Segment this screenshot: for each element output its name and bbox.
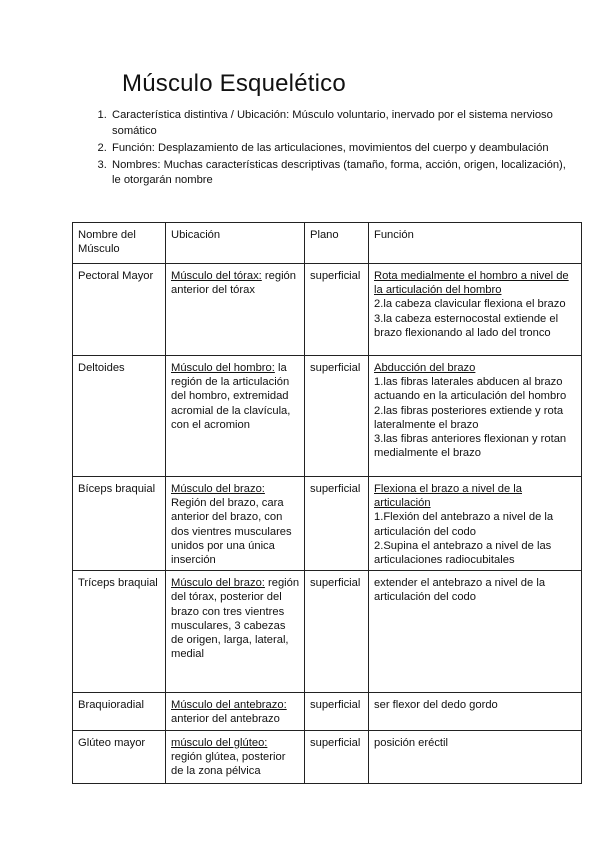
muscle-plane: superficial bbox=[305, 264, 369, 356]
table-row bbox=[73, 730, 582, 783]
table-row bbox=[73, 356, 582, 477]
function-heading: Flexiona el brazo a nivel de la articulación bbox=[374, 483, 523, 510]
table-row bbox=[73, 571, 582, 693]
function-line: 2.Supina el antebrazo a nivel de las articulaciones radiocubitales bbox=[374, 539, 552, 567]
muscle-location bbox=[166, 730, 305, 783]
muscle-function bbox=[369, 264, 582, 356]
muscle-plane: superficial bbox=[305, 730, 369, 783]
muscle-plane: superficial bbox=[305, 571, 369, 693]
header-cell-function: Función bbox=[369, 223, 582, 264]
location-heading: Músculo del brazo: bbox=[171, 483, 265, 495]
function-line: 3.la cabeza esternocostal extiende el brazo flexionando al lado del tronco bbox=[374, 312, 559, 339]
muscle-location bbox=[166, 356, 305, 477]
muscle-name: Deltoides bbox=[73, 356, 166, 477]
location-heading: Músculo del brazo: bbox=[171, 577, 265, 590]
function-line: 2.las fibras posteriores extiende y rota lateralmente el brazo bbox=[374, 404, 564, 431]
function-line: ser flexor del dedo gordo bbox=[374, 699, 498, 712]
page-title: Músculo Esquelético bbox=[122, 70, 346, 97]
location-heading: músculo del glúteo: bbox=[171, 736, 268, 749]
header-cell-location: Ubicación bbox=[166, 223, 305, 264]
function-heading: Rota medialmente el hombro a nivel de la articulación del hombro bbox=[374, 270, 569, 297]
muscle-plane: superficial bbox=[305, 477, 369, 571]
location-text: Región del brazo, cara anterior del brazo, con dos vientres musculares unidos por una única inserción bbox=[171, 497, 292, 567]
table-header-row bbox=[73, 223, 582, 264]
location-text: región anterior del tórax bbox=[171, 270, 297, 297]
muscle-location bbox=[166, 693, 305, 730]
function-line: 2.la cabeza clavicular flexiona el brazo bbox=[374, 298, 566, 311]
muscle-name: Bíceps braquial bbox=[73, 477, 166, 571]
muscle-function bbox=[369, 730, 582, 783]
muscle-name: Pectoral Mayor bbox=[73, 264, 166, 356]
muscle-location bbox=[166, 477, 305, 571]
muscle-plane: superficial bbox=[305, 356, 369, 477]
table-row bbox=[73, 264, 582, 356]
location-heading: Músculo del hombro: bbox=[171, 362, 275, 374]
header-cell-name: Nombre del Músculo bbox=[73, 223, 166, 264]
location-heading: Músculo del antebrazo: bbox=[171, 699, 287, 712]
function-line: posición eréctil bbox=[374, 736, 448, 749]
function-heading: Abducción del brazo bbox=[374, 362, 476, 374]
function-line: 1.Flexión del antebrazo a nivel de la articulación del codo bbox=[374, 511, 554, 538]
muscle-name: Glúteo mayor bbox=[73, 730, 166, 783]
list-item: 3. Nombres: Muchas características descriptivas (tamaño, forma, acción, origen, localización), le otorgarán nombre bbox=[110, 158, 570, 189]
location-text: anterior del antebrazo bbox=[171, 713, 280, 726]
function-line: 1.las fibras laterales abducen al brazo actuando en la articulación del hombro bbox=[374, 376, 567, 403]
location-text: la región de la articulación del hombro, extremidad acromial de la clavícula, con el acromion bbox=[171, 362, 291, 431]
location-heading: Músculo del tórax: bbox=[171, 270, 262, 282]
muscle-function bbox=[369, 571, 582, 693]
muscle-function bbox=[369, 356, 582, 477]
muscle-location bbox=[166, 571, 305, 693]
muscle-name: Braquioradial bbox=[73, 693, 166, 730]
table-row bbox=[73, 693, 582, 730]
muscle-table bbox=[72, 222, 582, 784]
list-item: 1. Característica distintiva / Ubicación: Músculo voluntario, inervado por el sistema nervioso somático bbox=[110, 108, 570, 139]
muscle-function bbox=[369, 693, 582, 730]
location-text: región del tórax, posterior del brazo con tres vientres musculares, 3 cabezas de origen, larga, lateral, medial bbox=[171, 577, 300, 661]
function-line: 3.las fibras anteriores flexionan y rotan medialmente el brazo bbox=[374, 433, 567, 460]
table-row bbox=[73, 477, 582, 571]
muscle-name: Tríceps braquial bbox=[73, 571, 166, 693]
header-cell-plane: Plano bbox=[305, 223, 369, 264]
list-item: 2. Función: Desplazamiento de las articulaciones, movimientos del cuerpo y deambulación bbox=[110, 141, 570, 157]
intro-list bbox=[88, 108, 570, 190]
function-line: extender el antebrazo a nivel de la articulación del codo bbox=[374, 577, 546, 604]
muscle-function bbox=[369, 477, 582, 571]
muscle-plane: superficial bbox=[305, 693, 369, 730]
muscle-location bbox=[166, 264, 305, 356]
location-text: región glútea, posterior de la zona pélvica bbox=[171, 750, 286, 778]
